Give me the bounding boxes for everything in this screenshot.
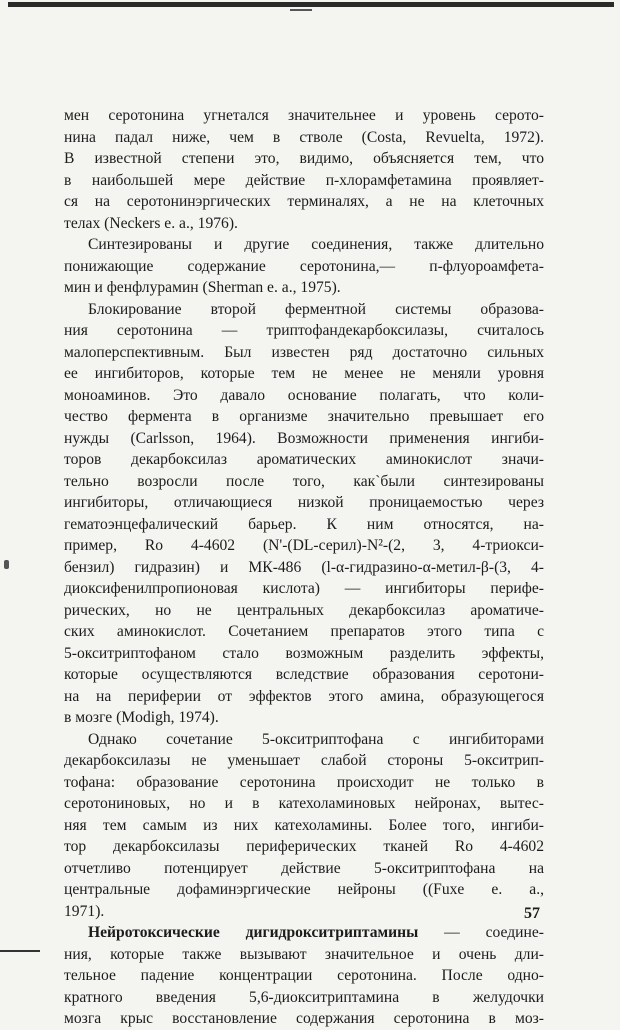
text-line: мозга крыс восстановление содержания серотонина в моз- [64, 1010, 544, 1027]
top-rule-tail [290, 9, 312, 11]
margin-mark [4, 560, 9, 569]
text-line: 5-окситриптофаном стало возможным разделить эффекты, [64, 644, 544, 662]
page-body-text [64, 105, 544, 1030]
text-line: Однако сочетание 5-окситриптофана с ингибиторами [88, 730, 544, 748]
text-line: которые осуществляются вследствие образования серотони- [64, 666, 544, 683]
text-line: бензил) гидразин) и МК-486 (l-α-гидразино-α-метил-β-(3, 4- [64, 558, 544, 576]
text-line: нужды (Carlsson, 1964). Возможности применения ингиби- [64, 429, 544, 447]
text-line: диоксифенилпропионовая кислота) — ингибиторы перифе- [64, 580, 544, 597]
text-line: декарбоксилазы не уменьшает слабой стороны 5-окситрип- [64, 752, 544, 769]
text-line: ингибиторы, отличающиеся низкой проницаемостью через [64, 494, 544, 511]
text-line: тор декарбоксилазы периферических тканей Ro 4-4602 [64, 838, 544, 855]
page-number: 57 [524, 905, 540, 922]
text-line: кратного введения 5,6-диокситриптамина в желудочки [64, 988, 544, 1006]
text-line: рических, но не центральных декарбоксилаз ароматиче- [64, 601, 544, 619]
text-line: в наибольшей мере действие п-хлорамфетамина проявляет- [64, 171, 544, 189]
bottom-rule [0, 950, 40, 952]
text-line: тельно возросли после того, как`были синтезированы [64, 472, 544, 490]
text-line: пример, Ro 4-4602 (N'-(DL-серил)-N²-(2, 3, 4-триокси- [64, 537, 544, 554]
text-line: мен серотонина угнетался значительнее и уровень серото- [64, 107, 544, 124]
text-line: моноаминов. Это давало основание полагать, что коли- [64, 386, 544, 404]
text-line: малоперспективным. Был известен ряд достаточно сильных [64, 343, 544, 361]
text-line: ния серотонина — триптофандекарбоксилазы, считалось [64, 322, 544, 339]
section-heading: Нейротоксические дигидрокситриптамины [88, 924, 419, 941]
text-line: серотониновых, но и в катехоламиновых нейронах, вытес- [64, 795, 544, 812]
text-line: нина падал ниже, чем в стволе (Costa, Revuelta, 1972). [64, 128, 544, 146]
text-line: ния, которые также вызывают значительное и очень дли- [64, 945, 544, 963]
text-line: Блокирование второй ферментной системы образова- [88, 300, 544, 318]
text-line: ее ингибиторов, которые тем не менее не меняли уровня [64, 365, 544, 382]
text-line: понижающие содержание серотонина,— п-флуороамфета- [64, 257, 544, 275]
text-line: тофана: образование серотонина происходит не только в [64, 773, 544, 791]
text-line: торов декарбоксилаз ароматических аминокислот значи- [64, 451, 544, 468]
text-line-rest: — соедине- [418, 924, 544, 941]
text-line: тельное падение концентрации серотонина. После одно- [64, 967, 544, 984]
text-line: на на периферии от эффектов этого амина, образующегося [64, 687, 544, 705]
text-line: чество фермента в организме значительно превышает его [64, 408, 544, 425]
text-line: 1971). [64, 902, 105, 920]
text-line: отчетливо потенцирует действие 5-окситриптофана на [64, 859, 544, 877]
text-line: ся на серотонинэргических терминалях, а не на клеточных [64, 193, 544, 210]
text-line: центральные дофаминэргические нейроны ((Fuxe e. a., [64, 881, 544, 898]
text-line: в мозге (Modigh, 1974). [64, 709, 219, 726]
text-line: телах (Neckers e. a., 1976). [64, 214, 238, 232]
text-line: гематоэнцефалический барьер. К ним относятся, на- [64, 515, 544, 533]
text-line: мин и фенфлурамин (Sherman e. a., 1975). [64, 279, 341, 296]
text-line: В известной степени это, видимо, объясняется тем, что [64, 150, 544, 167]
top-rule [8, 2, 614, 7]
text-line: ских аминокислот. Сочетанием препаратов этого типа с [64, 623, 544, 640]
text-line [64, 922, 544, 944]
text-line: Синтезированы и другие соединения, также длительно [88, 236, 544, 253]
text-line: няя тем самым из них катехоламины. Более того, ингиби- [64, 816, 544, 834]
